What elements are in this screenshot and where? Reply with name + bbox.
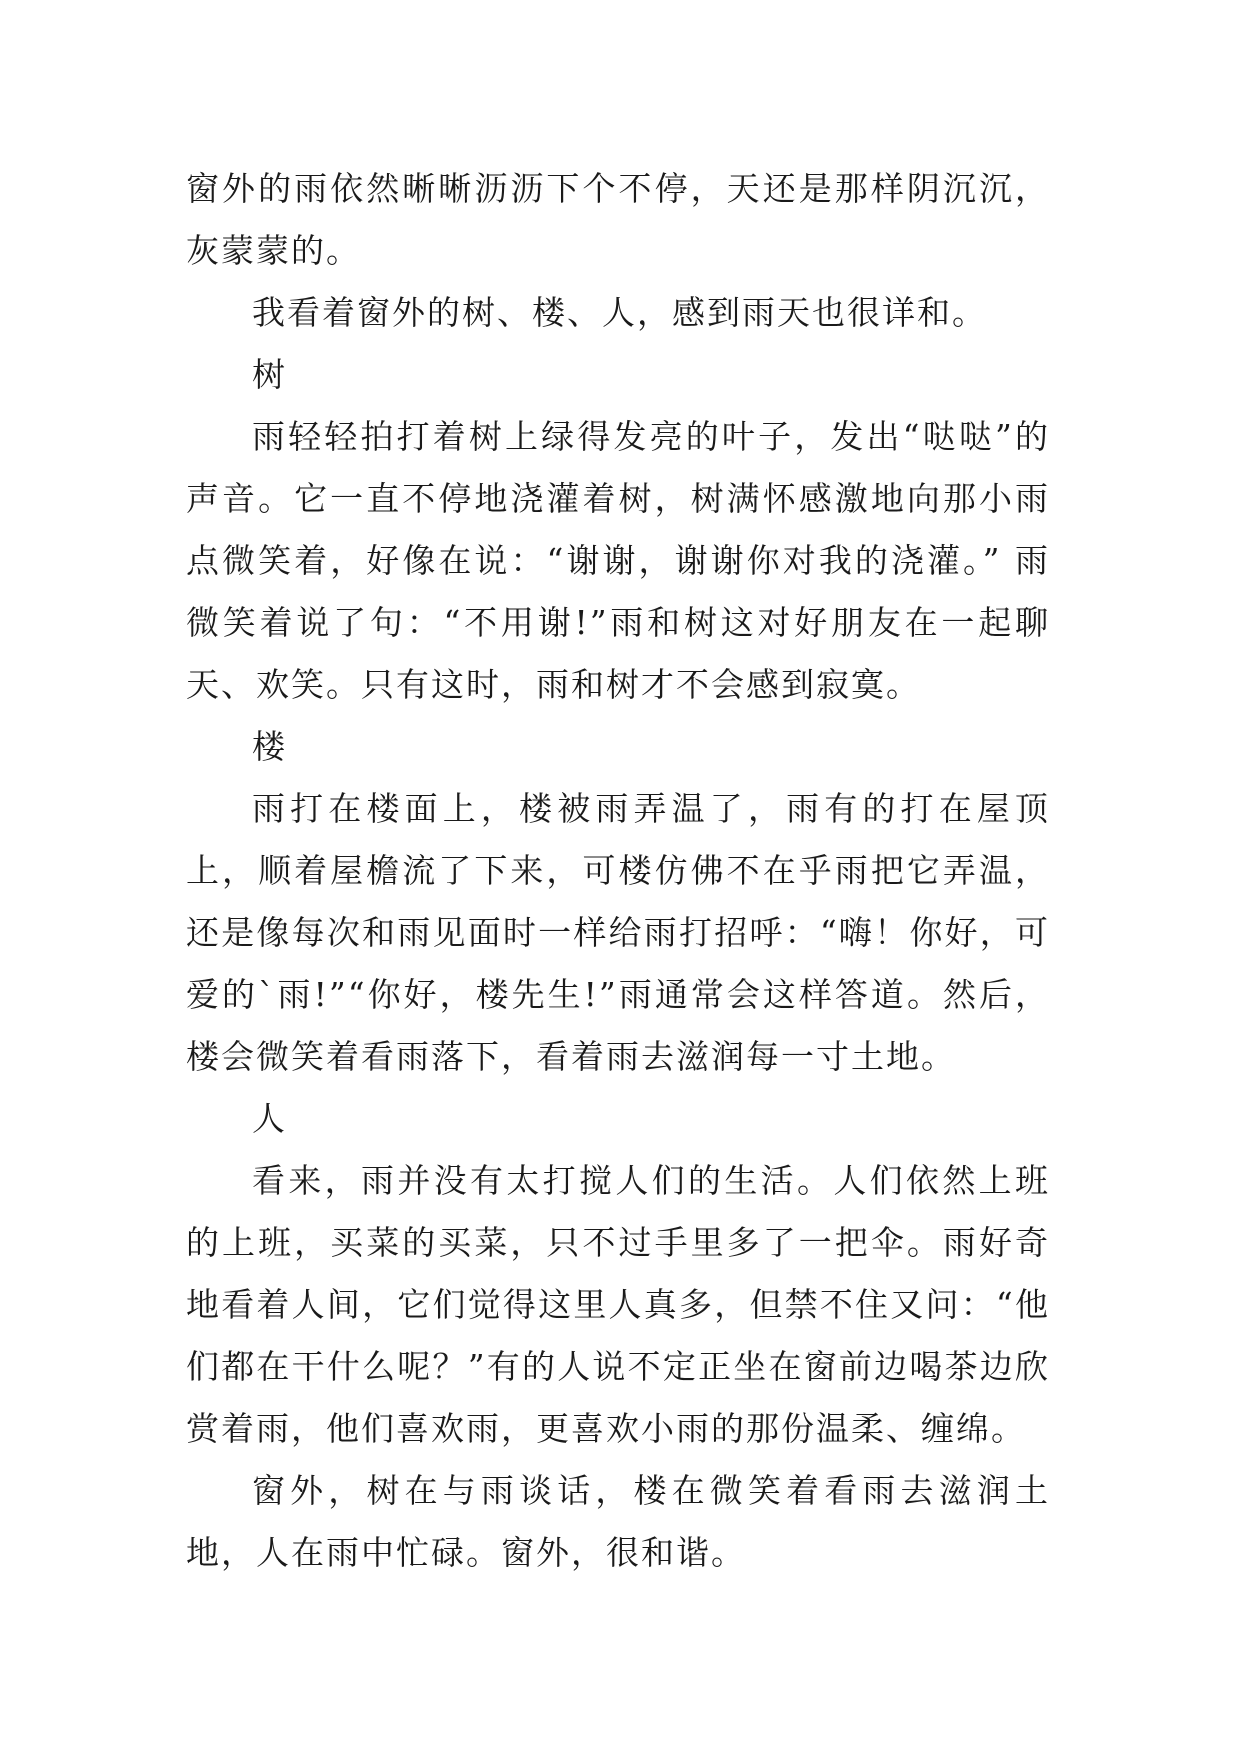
section-heading-people: 人 [252, 1099, 287, 1138]
paragraph-people: 看来，雨并没有太打搅人们的生活。人们依然上班的上班，买菜的买菜，只不过手里多了一把伞。雨好奇地看着人间，它们觉得这里人真多，但禁不住又问：“他们都在干什么呢？”有的人说不定正坐在窗前边喝茶边欣赏着雨，他们喜欢雨，更喜欢小雨的那份温柔、缠绵。 [186, 1161, 1050, 1448]
paragraph-conclusion: 窗外，树在与雨谈话，楼在微笑着看雨去滋润土地，人在雨中忙碌。窗外，很和谐。 [186, 1471, 1050, 1572]
paragraph-building: 雨打在楼面上，楼被雨弄温了，雨有的打在屋顶上，顺着屋檐流了下来，可楼仿佛不在乎雨把它弄温，还是像每次和雨见面时一样给雨打招呼：“嗨！你好，可爱的`雨!”“你好，楼先生!”雨通常会这样答道。然后，楼会微笑着看雨落下，看着雨去滋润每一寸土地。 [186, 789, 1050, 1076]
paragraph-tree: 雨轻轻拍打着树上绿得发亮的叶子，发出“哒哒”的声音。它一直不停地浇灌着树，树满怀感激地向那小雨点微笑着，好像在说：“谢谢，谢谢你对我的浇灌。” 雨微笑着说了句：“不用谢!”雨和树这对好朋友在一起聊天、欢笑。只有这时，雨和树才不会感到寂寞。 [186, 417, 1050, 704]
paragraph-overview: 我看着窗外的树、楼、人，感到雨天也很详和。 [252, 293, 987, 332]
paragraph-intro: 窗外的雨依然晰晰沥沥下个不停，天还是那样阴沉沉，灰蒙蒙的。 [186, 169, 1050, 270]
section-heading-building: 楼 [252, 727, 287, 766]
section-heading-tree: 树 [252, 355, 287, 394]
document-body [186, 158, 1050, 1584]
